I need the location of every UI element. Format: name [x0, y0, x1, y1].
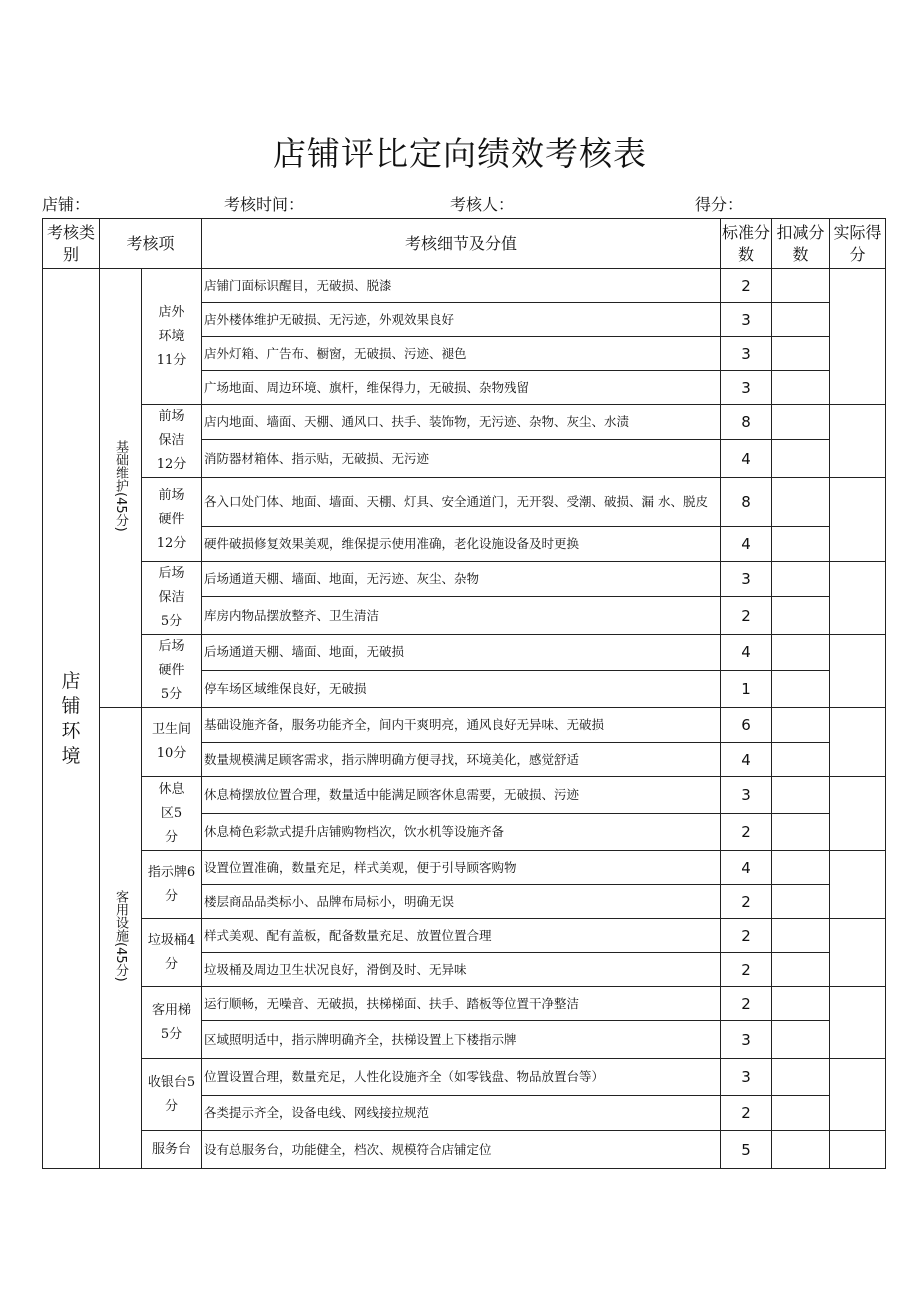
- standard-score: 5: [721, 1131, 772, 1169]
- detail-cell: 休息椅色彩款式提升店铺购物档次，饮水机等设施齐备: [202, 814, 721, 851]
- detail-cell: 垃圾桶及周边卫生状况良好，滑倒及时、无异味: [202, 953, 721, 987]
- table-row: [43, 562, 886, 597]
- standard-score: 2: [721, 814, 772, 851]
- deduct-input[interactable]: [772, 440, 830, 478]
- detail-cell: 店内地面、墙面、天棚、通风口、扶手、装饰物，无污迹、杂物、灰尘、水渍: [202, 405, 721, 440]
- detail-cell: 广场地面、周边环境、旗杆，维保得力，无破损、杂物残留: [202, 371, 721, 405]
- detail-cell: 库房内物品摆放整齐、卫生清洁: [202, 597, 721, 635]
- standard-score: 4: [721, 440, 772, 478]
- standard-score: 4: [721, 851, 772, 885]
- actual-input[interactable]: [830, 562, 886, 635]
- deduct-input[interactable]: [772, 777, 830, 814]
- standard-score: 4: [721, 527, 772, 562]
- standard-score: 2: [721, 269, 772, 303]
- standard-score: 2: [721, 953, 772, 987]
- header-item: 考核项: [100, 219, 202, 269]
- assessment-table: [42, 218, 886, 1169]
- header-standard: 标准分数: [721, 219, 772, 269]
- actual-input[interactable]: [830, 919, 886, 987]
- deduct-input[interactable]: [772, 851, 830, 885]
- table-row: [43, 987, 886, 1021]
- deduct-input[interactable]: [772, 597, 830, 635]
- header-actual: 实际得分: [830, 219, 886, 269]
- header-detail: 考核细节及分值: [202, 219, 721, 269]
- actual-input[interactable]: [830, 777, 886, 851]
- actual-input[interactable]: [830, 987, 886, 1059]
- standard-score: 2: [721, 1096, 772, 1131]
- standard-score: 3: [721, 1021, 772, 1059]
- deduct-input[interactable]: [772, 562, 830, 597]
- table-row: [43, 919, 886, 953]
- deduct-input[interactable]: [772, 708, 830, 743]
- detail-cell: 区域照明适中，指示牌明确齐全，扶梯设置上下楼指示牌: [202, 1021, 721, 1059]
- deduct-input[interactable]: [772, 670, 830, 707]
- item-front-clean: 前场保洁12分: [142, 405, 202, 478]
- detail-cell: 各类提示齐全，设备电线、网线接拉规范: [202, 1096, 721, 1131]
- standard-score: 4: [721, 635, 772, 671]
- standard-score: 3: [721, 337, 772, 371]
- detail-cell: 后场通道天棚、墙面、地面，无污迹、灰尘、杂物: [202, 562, 721, 597]
- item-toilet: 卫生间10分: [142, 708, 202, 777]
- standard-score: 6: [721, 708, 772, 743]
- item-back-hardware: 后场硬件5分: [142, 635, 202, 708]
- store-label: 店铺：: [42, 195, 91, 214]
- standard-score: 3: [721, 1059, 772, 1096]
- item-outside: 店外环境11分: [142, 269, 202, 405]
- item-service-desk: 服务台: [142, 1131, 202, 1169]
- table-row: [43, 1131, 886, 1169]
- subcategory-basic: 基础维护(45分): [100, 269, 142, 708]
- detail-cell: 设置位置准确，数量充足，样式美观，便于引导顾客购物: [202, 851, 721, 885]
- standard-score: 3: [721, 371, 772, 405]
- deduct-input[interactable]: [772, 987, 830, 1021]
- header-category: 考核类别: [43, 219, 100, 269]
- deduct-input[interactable]: [772, 303, 830, 337]
- item-front-hardware: 前场硬件12分: [142, 478, 202, 562]
- standard-score: 1: [721, 670, 772, 707]
- deduct-input[interactable]: [772, 371, 830, 405]
- detail-cell: 休息椅摆放位置合理，数量适中能满足顾客休息需要，无破损、污迹: [202, 777, 721, 814]
- table-row: [43, 851, 886, 885]
- deduct-input[interactable]: [772, 337, 830, 371]
- assessor-label: 考核人：: [450, 195, 515, 214]
- actual-input[interactable]: [830, 1059, 886, 1131]
- table-row: [43, 777, 886, 814]
- standard-score: 2: [721, 987, 772, 1021]
- page-title: 店铺评比定向绩效考核表: [273, 134, 647, 173]
- deduct-input[interactable]: [772, 527, 830, 562]
- detail-cell: 各入口处门体、地面、墙面、天棚、灯具、安全通道门，无开裂、受潮、破损、漏 水、脱皮: [202, 478, 721, 527]
- deduct-input[interactable]: [772, 405, 830, 440]
- detail-cell: 数量规模满足顾客需求，指示牌明确方便寻找，环境美化，感觉舒适: [202, 743, 721, 777]
- score-label: 得分：: [695, 195, 744, 214]
- item-back-clean: 后场保洁5分: [142, 562, 202, 635]
- actual-input[interactable]: [830, 1131, 886, 1169]
- table-row: [43, 635, 886, 671]
- category-cell: 店铺环境: [43, 269, 100, 1169]
- detail-cell: 后场通道天棚、墙面、地面，无破损: [202, 635, 721, 671]
- table-row: [43, 269, 886, 303]
- detail-cell: 消防器材箱体、指示贴，无破损、无污迹: [202, 440, 721, 478]
- actual-input[interactable]: [830, 405, 886, 478]
- actual-input[interactable]: [830, 708, 886, 777]
- standard-score: 2: [721, 919, 772, 953]
- deduct-input[interactable]: [772, 919, 830, 953]
- deduct-input[interactable]: [772, 953, 830, 987]
- deduct-input[interactable]: [772, 885, 830, 919]
- deduct-input[interactable]: [772, 1131, 830, 1169]
- deduct-input[interactable]: [772, 478, 830, 527]
- standard-score: 3: [721, 562, 772, 597]
- header-deduct: 扣减分数: [772, 219, 830, 269]
- detail-cell: 设有总服务台，功能健全，档次、规模符合店铺定位: [202, 1131, 721, 1169]
- detail-cell: 楼层商品品类标小、品牌布局标小，明确无误: [202, 885, 721, 919]
- detail-cell: 硬件破损修复效果美观，维保提示使用准确，老化设施设备及时更换: [202, 527, 721, 562]
- item-signage: 指示牌6分: [142, 851, 202, 919]
- subcategory-facilities: 客用设施(45分): [100, 708, 142, 1169]
- deduct-input[interactable]: [772, 1021, 830, 1059]
- standard-score: 2: [721, 597, 772, 635]
- header-row: [43, 219, 886, 269]
- deduct-input[interactable]: [772, 1059, 830, 1096]
- standard-score: 4: [721, 743, 772, 777]
- detail-cell: 店铺门面标识醒目，无破损、脱漆: [202, 269, 721, 303]
- standard-score: 8: [721, 405, 772, 440]
- detail-cell: 店外灯箱、广告布、橱窗，无破损、污迹、褪色: [202, 337, 721, 371]
- actual-input[interactable]: [830, 635, 886, 708]
- deduct-input[interactable]: [772, 743, 830, 777]
- item-elevator: 客用梯5分: [142, 987, 202, 1059]
- actual-input[interactable]: [830, 269, 886, 405]
- detail-cell: 店外楼体维护无破损、无污迹，外观效果良好: [202, 303, 721, 337]
- table-row: [43, 708, 886, 743]
- deduct-input[interactable]: [772, 635, 830, 671]
- table-row: [43, 478, 886, 527]
- detail-cell: 位置设置合理，数量充足，人性化设施齐全（如零钱盘、物品放置台等）: [202, 1059, 721, 1096]
- detail-cell: 基础设施齐备，服务功能齐全，间内干爽明亮，通风良好无异味、无破损: [202, 708, 721, 743]
- deduct-input[interactable]: [772, 1096, 830, 1131]
- actual-input[interactable]: [830, 478, 886, 562]
- time-label: 考核时间：: [224, 195, 305, 214]
- detail-cell: 运行顺畅，无噪音、无破损，扶梯梯面、扶手、踏板等位置干净整洁: [202, 987, 721, 1021]
- standard-score: 3: [721, 777, 772, 814]
- table-row: [43, 1059, 886, 1096]
- detail-cell: 样式美观、配有盖板，配备数量充足、放置位置合理: [202, 919, 721, 953]
- actual-input[interactable]: [830, 851, 886, 919]
- standard-score: 3: [721, 303, 772, 337]
- standard-score: 2: [721, 885, 772, 919]
- table-row: [43, 405, 886, 440]
- deduct-input[interactable]: [772, 814, 830, 851]
- item-rest-area: 休息区5分: [142, 777, 202, 851]
- item-cashier: 收银台5分: [142, 1059, 202, 1131]
- deduct-input[interactable]: [772, 269, 830, 303]
- detail-cell: 停车场区域维保良好，无破损: [202, 670, 721, 707]
- standard-score: 8: [721, 478, 772, 527]
- item-trash: 垃圾桶4分: [142, 919, 202, 987]
